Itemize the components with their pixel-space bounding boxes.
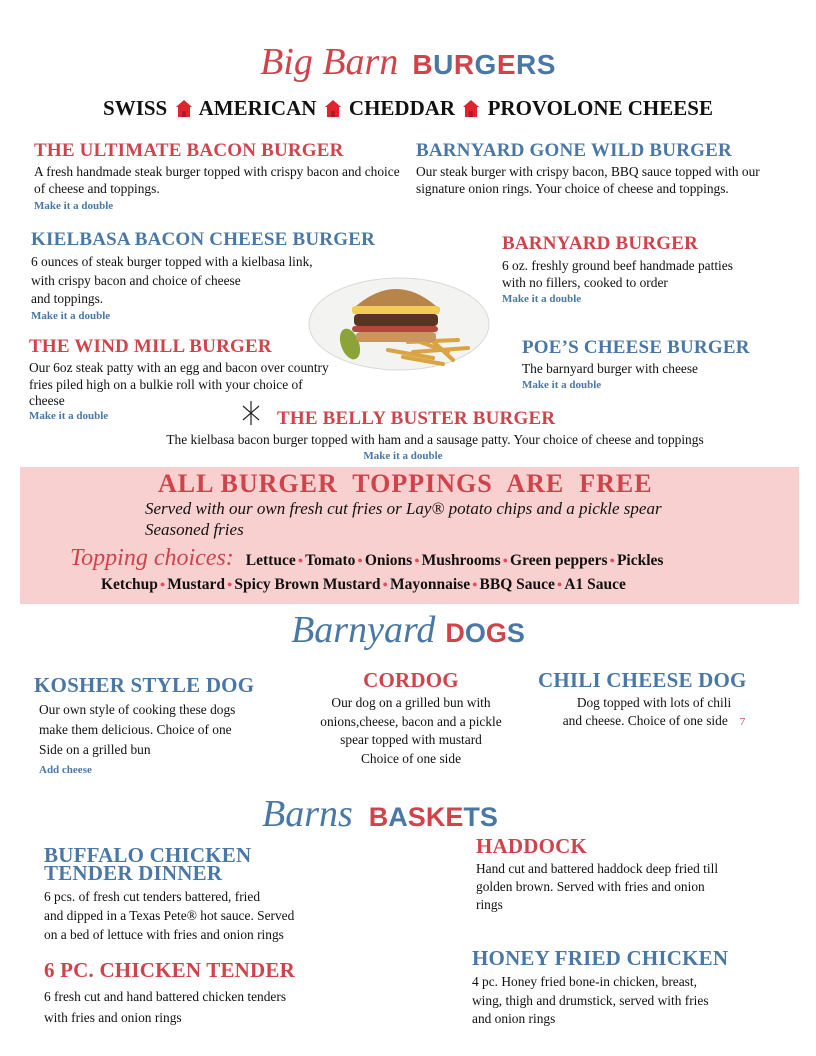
cheese-american: AMERICAN (198, 96, 317, 120)
chili-dog-title: CHILI CHEESE DOG (538, 668, 747, 692)
honey-chicken-title: HONEY FRIED CHICKEN (472, 946, 729, 970)
haddock-desc (476, 860, 776, 914)
dogs-heading-word (445, 618, 525, 648)
heading-letter: S (479, 802, 498, 832)
topping-row-1 (70, 545, 663, 572)
title-line: TENDER DINNER (44, 861, 223, 885)
bullet-icon: ● (472, 579, 478, 589)
desc-line: golden brown. Served with fries and onion (476, 879, 705, 894)
poes-double: Make it a double (522, 379, 602, 391)
bullet-icon: ● (414, 555, 420, 565)
heading-letter: T (463, 802, 480, 832)
bullet-icon: ● (226, 579, 233, 589)
desc-line: make them delicious. Choice of one (39, 722, 232, 737)
dogs-heading (0, 608, 816, 652)
bullet-icon: ● (159, 579, 166, 589)
wind-mill-desc: Our 6oz steak patty with an egg and bacon over country fries piled high on a bulkie roll with your choice of cheese (29, 360, 329, 408)
topping: Mustard (167, 576, 225, 593)
heading-letter: E (496, 49, 517, 80)
desc-text: and cheese. Choice of one side (562, 713, 728, 728)
desc-line (538, 712, 770, 731)
heading-letter: E (445, 802, 464, 832)
desc-line: Hand cut and battered haddock deep fried till (476, 861, 719, 876)
heading-letter: O (464, 618, 486, 648)
topping: Mushrooms (421, 552, 501, 569)
bullet-icon: ● (609, 555, 615, 565)
desc-line: and dipped in a Texas Pete® hot sauce. Served (44, 908, 295, 923)
topping-choices-label: Topping choices: (70, 545, 234, 571)
cheese-swiss: SWISS (103, 96, 168, 120)
desc-line: wing, thigh and drumstick, served with fries (472, 992, 709, 1008)
cheese-options (0, 96, 816, 121)
burgers-heading (0, 40, 816, 84)
desc-line: 6 ounces of steak burger topped with a kielbasa link, (31, 254, 313, 269)
gone-wild-desc: Our steak burger with crispy bacon, BBQ sauce topped with our signature onion rings. Your choice of cheese and toppings. (416, 164, 760, 196)
add-cheese: Add cheese (39, 764, 92, 776)
topping: Green peppers (510, 552, 608, 569)
kosher-dog-desc (39, 700, 289, 760)
tender-6pc-desc (44, 986, 374, 1028)
desc-line: onions,cheese, bacon and a pickle (320, 713, 502, 729)
topping: Onions (364, 552, 413, 569)
bullet-icon: ● (297, 555, 304, 565)
cordog-title: CORDOG (363, 668, 459, 692)
kielbasa-title: KIELBASA BACON CHEESE BURGER (31, 229, 375, 250)
bullet-icon: ● (502, 555, 509, 565)
cheese-cheddar: CHEDDAR (348, 96, 456, 120)
topping: Pickles (616, 552, 664, 569)
topping: BBQ Sauce (479, 576, 555, 593)
seasoned-fries: Seasoned fries (145, 520, 244, 539)
chili-dog-desc (538, 694, 770, 731)
burgers-heading-script: Big Barn (260, 41, 399, 83)
ultimate-bacon-double: Make it a double (34, 200, 114, 212)
heading-letter: B (412, 49, 434, 80)
bullet-icon: ● (556, 579, 563, 589)
chili-dog-price: 7 (739, 716, 746, 728)
honey-chicken-desc (472, 973, 792, 1029)
title-line: BUFFALO CHICKEN (44, 843, 252, 867)
buffalo-desc (44, 887, 374, 944)
gone-wild-title: BARNYARD GONE WILD BURGER (416, 140, 732, 161)
topping-row-2 (101, 576, 626, 594)
desc-line: and onion rings (472, 1011, 556, 1026)
topping: Mayonnaise (389, 576, 471, 593)
desc-line: on a bed of lettuce with fries and onion rings (44, 927, 284, 942)
bullet-icon: ● (382, 579, 388, 589)
barn-icon (462, 99, 480, 118)
heading-letter: G (474, 49, 497, 80)
kielbasa-double: Make it a double (31, 310, 111, 322)
tender-6pc-title: 6 PC. CHICKEN TENDER (44, 958, 295, 982)
desc-line: and toppings. (31, 291, 104, 306)
dogs-heading-script: Barnyard (291, 609, 436, 651)
ultimate-bacon-title: THE ULTIMATE BACON BURGER (34, 140, 344, 161)
topping: Tomato (305, 552, 356, 569)
heading-letter: S (407, 802, 426, 832)
heading-letter: A (388, 802, 408, 832)
belly-buster-desc: The kielbasa bacon burger topped with ham and a sausage patty. Your choice of cheese and toppings (166, 432, 704, 447)
barnyard-burger-desc: 6 oz. freshly ground beef handmade patties with no fillers, cooked to order (502, 258, 733, 290)
baskets-heading-word (369, 802, 498, 832)
wind-mill-double: Make it a double (29, 410, 109, 422)
heading-letter: S (506, 618, 525, 648)
heading-letter: B (368, 802, 389, 832)
heading-letter: U (433, 49, 454, 80)
burger-photo (308, 272, 490, 372)
bullet-icon: ● (357, 555, 363, 565)
desc-line: Our dog on a grilled bun with (331, 695, 491, 710)
desc-line: with crispy bacon and choice of cheese (31, 272, 241, 288)
haddock-title: HADDOCK (476, 834, 588, 858)
kosher-dog-title: KOSHER STYLE DOG (34, 673, 255, 697)
served-with: Served with our own fresh cut fries or Lay® potato chips and a pickle spear (145, 499, 662, 518)
desc-line: Choice of one side (360, 750, 462, 766)
baskets-heading-script: Barns (262, 793, 353, 835)
heading-letter: G (485, 618, 507, 648)
cheese-provolone: PROVOLONE CHEESE (487, 96, 713, 120)
desc-line: Dog topped with lots of chili (576, 695, 732, 710)
desc-line: rings (476, 897, 503, 912)
heading-letter: R (453, 49, 475, 80)
baskets-heading (262, 792, 498, 836)
desc-line: with fries and onion rings (44, 1010, 182, 1025)
barnyard-burger-double: Make it a double (502, 293, 582, 305)
wind-mill-title: THE WIND MILL BURGER (29, 336, 272, 357)
sparkle-icon (240, 400, 262, 426)
heading-letter: S (536, 49, 556, 80)
desc-line: spear topped with mustard (340, 732, 482, 747)
heading-letter: R (516, 49, 537, 80)
ultimate-bacon-desc: A fresh handmade steak burger topped with crispy bacon and choice of cheese and toppings. (34, 164, 400, 196)
belly-buster-title: THE BELLY BUSTER BURGER (277, 408, 556, 429)
poes-desc: The barnyard burger with cheese (522, 361, 698, 376)
heading-letter: D (445, 618, 465, 648)
barnyard-burger-title: BARNYARD BURGER (502, 233, 699, 254)
burgers-heading-word (412, 49, 556, 80)
topping: Spicy Brown Mustard (234, 576, 381, 593)
desc-line: 6 fresh cut and hand battered chicken tenders (44, 989, 287, 1004)
desc-line: 6 pcs. of fresh cut tenders battered, fried (44, 889, 261, 904)
topping: Ketchup (101, 576, 158, 593)
buffalo-title (44, 843, 252, 885)
desc-line: Side on a grilled bun (39, 742, 151, 757)
barn-icon (175, 99, 193, 118)
belly-buster-double: Make it a double (363, 450, 443, 462)
desc-line: Our own style of cooking these dogs (39, 702, 236, 717)
barn-icon (324, 99, 342, 118)
topping: A1 Sauce (564, 576, 626, 593)
cordog-desc (296, 694, 526, 768)
toppings-title: ALL BURGER TOPPINGS ARE FREE (158, 469, 653, 498)
topping: Lettuce (245, 552, 296, 569)
heading-letter: K (425, 802, 446, 832)
desc-line: 4 pc. Honey fried bone-in chicken, breast, (472, 974, 697, 989)
poes-title: POE’S CHEESE BURGER (522, 337, 750, 358)
